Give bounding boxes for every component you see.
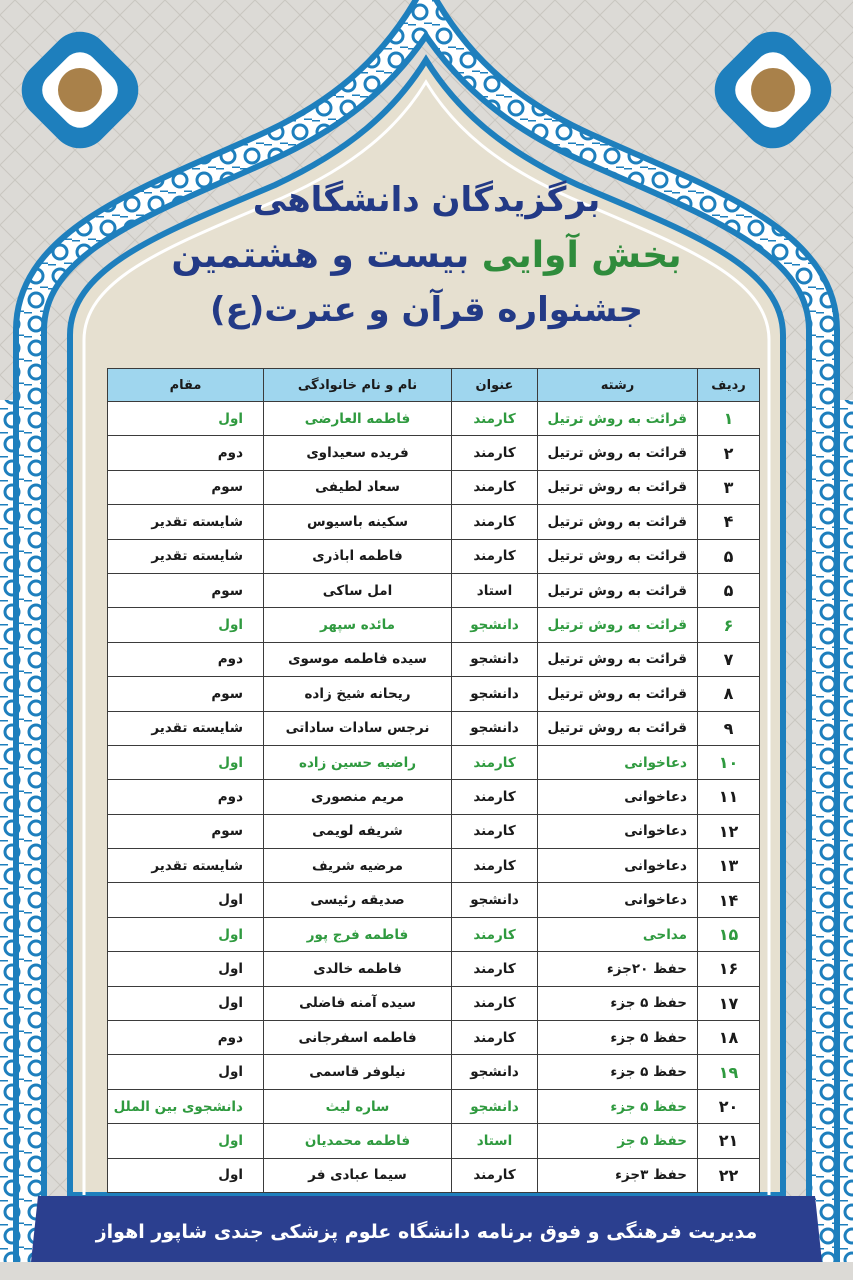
cell-field: حفظ ۵ جزء xyxy=(538,986,698,1020)
cell-index: ۹ xyxy=(698,711,760,745)
cell-field: دعاخوانی xyxy=(538,745,698,779)
cell-name: نیلوفر قاسمی xyxy=(264,1055,452,1089)
cell-title: کارمند xyxy=(452,402,538,436)
subtitle-rest: بیست و هشتمین xyxy=(171,235,470,276)
cell-rank: اول xyxy=(108,883,264,917)
cell-rank: اول xyxy=(108,1158,264,1192)
table-row xyxy=(108,677,760,711)
cell-rank: اول xyxy=(108,1124,264,1158)
cell-index: ۲۲ xyxy=(698,1158,760,1192)
cell-rank: اول xyxy=(108,402,264,436)
cell-rank: سوم xyxy=(108,677,264,711)
header-field: رشته xyxy=(538,369,698,402)
cell-field: دعاخوانی xyxy=(538,883,698,917)
header-rank: مقام xyxy=(108,369,264,402)
table-row xyxy=(108,849,760,883)
cell-index: ۱۳ xyxy=(698,849,760,883)
cell-rank: اول xyxy=(108,1055,264,1089)
cell-name: سیده فاطمه موسوی xyxy=(264,642,452,676)
cell-field: قرائت به روش ترتیل xyxy=(538,573,698,607)
cell-title: کارمند xyxy=(452,539,538,573)
cell-rank: سوم xyxy=(108,470,264,504)
table-row xyxy=(108,573,760,607)
winners-table xyxy=(107,368,760,1193)
cell-index: ۱۱ xyxy=(698,780,760,814)
cell-index: ۲۰ xyxy=(698,1089,760,1123)
cell-name: فاطمه فرج پور xyxy=(264,917,452,951)
cell-field: دعاخوانی xyxy=(538,849,698,883)
table-row xyxy=(108,814,760,848)
cell-field: حفظ ۲۰جزء xyxy=(538,952,698,986)
cell-rank: اول xyxy=(108,917,264,951)
table-row xyxy=(108,1124,760,1158)
table-row xyxy=(108,1021,760,1055)
cell-title: کارمند xyxy=(452,436,538,470)
cell-title: کارمند xyxy=(452,470,538,504)
cell-index: ۱۶ xyxy=(698,952,760,986)
cell-title: دانشجو xyxy=(452,608,538,642)
cell-index: ۶ xyxy=(698,608,760,642)
cell-title: دانشجو xyxy=(452,711,538,745)
cell-rank: دوم xyxy=(108,436,264,470)
header-index: ردیف xyxy=(698,369,760,402)
cell-index: ۱۴ xyxy=(698,883,760,917)
cell-index: ۴ xyxy=(698,505,760,539)
cell-index: ۵ xyxy=(698,539,760,573)
cell-rank: دوم xyxy=(108,780,264,814)
table-row xyxy=(108,917,760,951)
table-row xyxy=(108,780,760,814)
table-row xyxy=(108,711,760,745)
cell-field: قرائت به روش ترتیل xyxy=(538,539,698,573)
cell-rank: اول xyxy=(108,745,264,779)
cell-index: ۳ xyxy=(698,470,760,504)
cell-rank: اول xyxy=(108,608,264,642)
cell-name: سیما عبادی فر xyxy=(264,1158,452,1192)
cell-name: ساره لیث xyxy=(264,1089,452,1123)
table-row xyxy=(108,436,760,470)
cell-index: ۷ xyxy=(698,642,760,676)
cell-name: سیده آمنه فاضلی xyxy=(264,986,452,1020)
page-title: برگزیدگان دانشگاهی xyxy=(252,180,601,220)
cell-rank: دوم xyxy=(108,1021,264,1055)
cell-field: قرائت به روش ترتیل xyxy=(538,505,698,539)
cell-field: حفظ ۳جزء xyxy=(538,1158,698,1192)
cell-rank: شایسته تقدیر xyxy=(108,505,264,539)
cell-field: قرائت به روش ترتیل xyxy=(538,402,698,436)
cell-name: فاطمه اسفرجانی xyxy=(264,1021,452,1055)
cell-name: فاطمه خالدی xyxy=(264,952,452,986)
cell-index: ۸ xyxy=(698,677,760,711)
cell-name: مرضیه شریف xyxy=(264,849,452,883)
table-row xyxy=(108,1089,760,1123)
cell-name: نرجس سادات ساداتی xyxy=(264,711,452,745)
cell-field: دعاخوانی xyxy=(538,780,698,814)
table-row xyxy=(108,470,760,504)
cell-title: کارمند xyxy=(452,780,538,814)
cell-title: کارمند xyxy=(452,849,538,883)
cell-title: دانشجو xyxy=(452,642,538,676)
cell-rank: دوم xyxy=(108,642,264,676)
cell-name: راضیه حسین زاده xyxy=(264,745,452,779)
table-row xyxy=(108,402,760,436)
cell-field: دعاخوانی xyxy=(538,814,698,848)
table-row xyxy=(108,505,760,539)
cell-rank: اول xyxy=(108,986,264,1020)
cell-name: فاطمه اباذری xyxy=(264,539,452,573)
table-row xyxy=(108,1055,760,1089)
cell-index: ۲ xyxy=(698,436,760,470)
cell-field: حفظ ۵ جزء xyxy=(538,1055,698,1089)
table-row xyxy=(108,1158,760,1192)
cell-title: استاد xyxy=(452,573,538,607)
cell-name: فاطمه العارضی xyxy=(264,402,452,436)
cell-title: دانشجو xyxy=(452,1055,538,1089)
cell-field: قرائت به روش ترتیل xyxy=(538,677,698,711)
cell-title: کارمند xyxy=(452,986,538,1020)
cell-field: حفظ ۵ جزء xyxy=(538,1089,698,1123)
cell-name: صدیقه رئیسی xyxy=(264,883,452,917)
cell-index: ۵ xyxy=(698,573,760,607)
subtitle-highlight: بخش آوایی xyxy=(481,235,682,276)
cell-name: سعاد لطیفی xyxy=(264,470,452,504)
subtitle xyxy=(150,235,703,276)
cell-name: شریفه لویمی xyxy=(264,814,452,848)
cell-field: قرائت به روش ترتیل xyxy=(538,608,698,642)
cell-title: کارمند xyxy=(452,917,538,951)
cell-index: ۱۹ xyxy=(698,1055,760,1089)
cell-field: قرائت به روش ترتیل xyxy=(538,436,698,470)
table-row xyxy=(108,539,760,573)
cell-rank: شایسته تقدیر xyxy=(108,849,264,883)
cell-rank: شایسته تقدیر xyxy=(108,539,264,573)
table-row xyxy=(108,986,760,1020)
cell-field: قرائت به روش ترتیل xyxy=(538,642,698,676)
cell-title: کارمند xyxy=(452,745,538,779)
cell-index: ۱۷ xyxy=(698,986,760,1020)
cell-title: دانشجو xyxy=(452,677,538,711)
cell-name: ریحانه شیخ زاده xyxy=(264,677,452,711)
footer-text: مدیریت فرهنگی و فوق برنامه دانشگاه علوم پزشکی جندی شاپور اهواز xyxy=(95,1221,758,1243)
cell-index: ۱۲ xyxy=(698,814,760,848)
table-row xyxy=(108,745,760,779)
cell-index: ۲۱ xyxy=(698,1124,760,1158)
cell-index: ۱ xyxy=(698,402,760,436)
cell-title: دانشجو xyxy=(452,1089,538,1123)
cell-title: استاد xyxy=(452,1124,538,1158)
cell-title: کارمند xyxy=(452,1021,538,1055)
cell-title: کارمند xyxy=(452,952,538,986)
cell-field: حفظ ۵ جز xyxy=(538,1124,698,1158)
cell-title: کارمند xyxy=(452,505,538,539)
festival-title: جشنواره قرآن و عترت(ع) xyxy=(209,290,644,330)
cell-name: فریده سعیداوی xyxy=(264,436,452,470)
cell-field: قرائت به روش ترتیل xyxy=(538,711,698,745)
cell-name: امل ساکی xyxy=(264,573,452,607)
cell-name: مائده سپهر xyxy=(264,608,452,642)
cell-index: ۱۵ xyxy=(698,917,760,951)
cell-rank: اول xyxy=(108,952,264,986)
cell-rank: سوم xyxy=(108,814,264,848)
cell-field: قرائت به روش ترتیل xyxy=(538,470,698,504)
table-row xyxy=(108,642,760,676)
cell-rank: دانشجوی بین الملل xyxy=(108,1089,264,1123)
header-title: عنوان xyxy=(452,369,538,402)
cell-index: ۱۸ xyxy=(698,1021,760,1055)
cell-rank: سوم xyxy=(108,573,264,607)
cell-index: ۱۰ xyxy=(698,745,760,779)
header-name: نام و نام خانوادگی xyxy=(264,369,452,402)
cell-field: مداحی xyxy=(538,917,698,951)
cell-title: دانشجو xyxy=(452,883,538,917)
cell-title: کارمند xyxy=(452,1158,538,1192)
cell-field: حفظ ۵ جزء xyxy=(538,1021,698,1055)
table-row xyxy=(108,883,760,917)
table-row xyxy=(108,952,760,986)
cell-name: فاطمه محمدیان xyxy=(264,1124,452,1158)
table-row xyxy=(108,608,760,642)
cell-rank: شایسته تقدیر xyxy=(108,711,264,745)
cell-name: سکینه باسیوس xyxy=(264,505,452,539)
table-header-row xyxy=(108,369,760,402)
cell-name: مریم منصوری xyxy=(264,780,452,814)
cell-title: کارمند xyxy=(452,814,538,848)
